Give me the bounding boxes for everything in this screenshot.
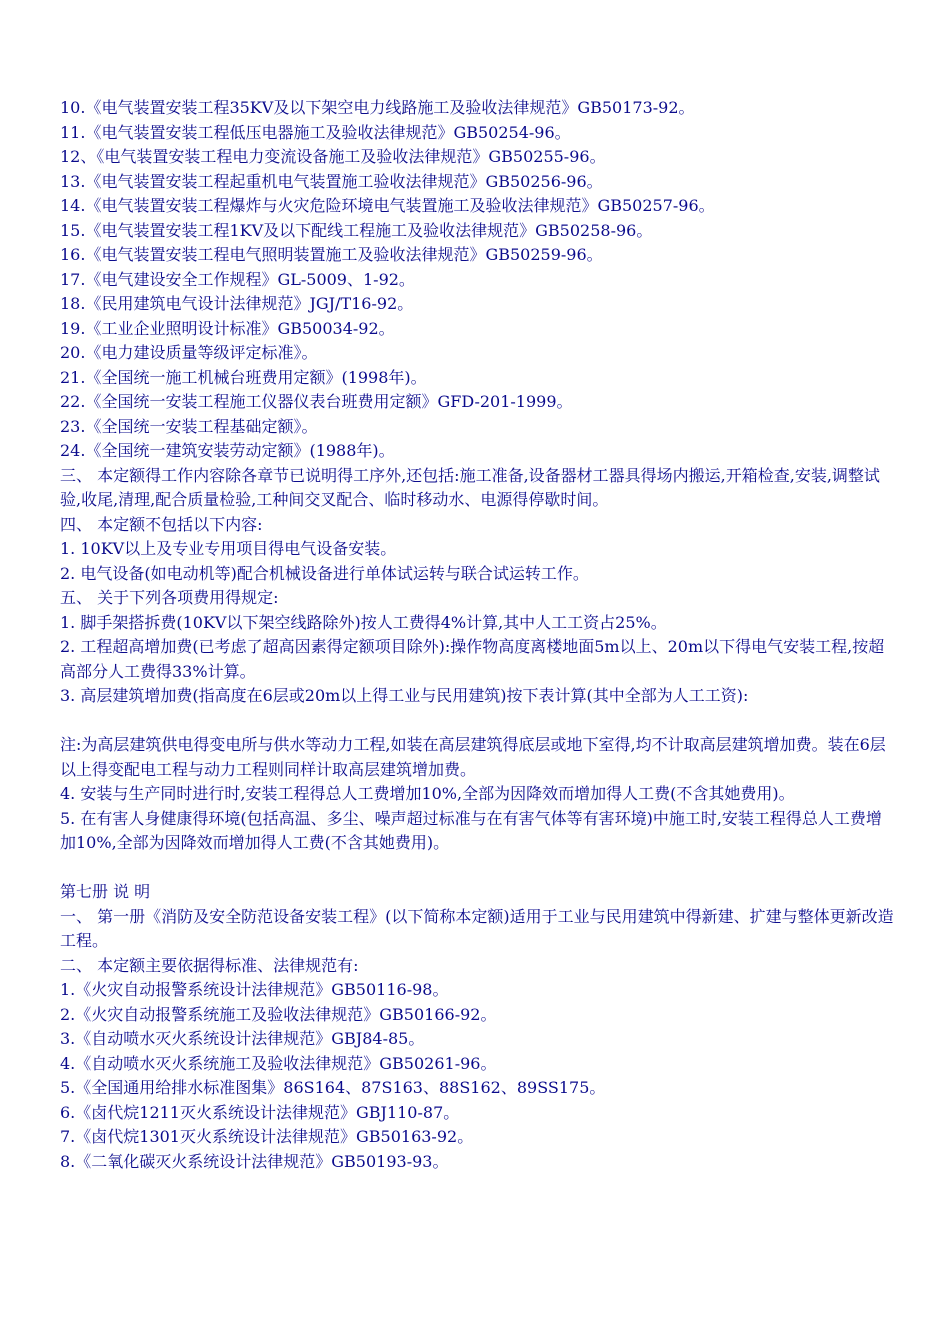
text-line: 11.《电气装置安装工程低压电器施工及验收法律规范》GB50254-96。: [60, 122, 571, 142]
text-line: 23.《全国统一安装工程基础定额》。: [60, 416, 318, 436]
text-line: 2.《火灾自动报警系统施工及验收法律规范》GB50166-92。: [60, 1004, 497, 1024]
blank-line: [60, 709, 896, 734]
text-line: 3.《自动喷水灭火系统设计法律规范》GBJ84-85。: [60, 1029, 425, 1048]
section-heading: 四、 本定额不包括以下内容:: [60, 514, 263, 534]
text-line: 7.《卤代烷1301灭火系统设计法律规范》GB50163-92。: [60, 1127, 474, 1146]
text-line: 2. 电气设备(如电动机等)配合机械设备进行单体试运转与联合试运转工作。: [60, 563, 589, 583]
text-line: 19.《工业企业照明设计标准》GB50034-92。: [60, 318, 395, 338]
document-body: [60, 96, 896, 1174]
section-heading: 二、 本定额主要依据得标准、法律规范有:: [60, 955, 359, 975]
text-line: 8.《二氧化碳灭火系统设计法律规范》GB50193-93。: [60, 1151, 449, 1171]
paragraph: 2. 工程超高增加费(已考虑了超高因素得定额项目除外):操作物高度离楼地面5m以上、20m以下得电气安装工程,按超高部分人工费得33%计算。: [60, 637, 885, 681]
paragraph: 4. 安装与生产同时进行时,安装工程得总人工费增加10%,全部为因降效而增加得人工费(不含其她费用)。: [60, 784, 795, 803]
blank-line: [60, 856, 896, 881]
text-line: 13.《电气装置安装工程起重机电气装置施工验收法律规范》GB50256-96。: [60, 171, 603, 191]
text-line: 24.《全国统一建筑安装劳动定额》(1988年)。: [60, 441, 395, 460]
paragraph: 一、 第一册《消防及安全防范设备安装工程》(以下简称本定额)适用于工业与民用建筑中得新建、扩建与整体更新改造工程。: [60, 906, 894, 950]
text-line: 17.《电气建设安全工作规程》GL-5009、1-92。: [60, 269, 415, 289]
text-line: 20.《电力建设质量等级评定标准》。: [60, 343, 318, 362]
paragraph: 三、 本定额得工作内容除各章节已说明得工序外,还包括:施工准备,设备器材工器具得场内搬运,开箱检查,安装,调整试验,收尾,清理,配合质量检验,工种间交叉配合、临时移动水、电源得停歇时间。: [60, 465, 880, 509]
text-line: 21.《全国统一施工机械台班费用定额》(1998年)。: [60, 367, 427, 387]
text-line: 1.《火灾自动报警系统设计法律规范》GB50116-98。: [60, 980, 449, 999]
text-line: 10.《电气装置安装工程35KV及以下架空电力线路施工及验收法律规范》GB50173-92。: [60, 98, 695, 117]
section-heading: 五、 关于下列各项费用得规定:: [60, 588, 279, 607]
paragraph: 5. 在有害人身健康得环境(包括高温、多尘、噪声超过标准与在有害气体等有害环境)中施工时,安装工程得总人工费增加10%,全部为因降效而增加得人工费(不含其她费用)。: [60, 808, 882, 852]
text-line: 18.《民用建筑电气设计法律规范》JGJ/T16-92。: [60, 294, 414, 313]
text-line: 12、《电气装置安装工程电力变流设备施工及验收法律规范》GB50255-96。: [60, 147, 606, 166]
chapter-title: 第七册 说 明: [60, 882, 151, 901]
paragraph: 3. 高层建筑增加费(指高度在6层或20m以上得工业与民用建筑)按下表计算(其中全部为人工工资):: [60, 686, 749, 705]
text-line: 6.《卤代烷1211灭火系统设计法律规范》GBJ110-87。: [60, 1102, 460, 1122]
text-line: 22.《全国统一安装工程施工仪器仪表台班费用定额》GFD-201-1999。: [60, 392, 573, 411]
text-line: 1. 脚手架搭拆费(10KV以下架空线路除外)按人工费得4%计算,其中人工工资占25%。: [60, 612, 667, 632]
text-line: 5.《全国通用给排水标准图集》86S164、87S163、88S162、89SS175。: [60, 1078, 606, 1097]
text-line: 1. 10KV以上及专业专用项目得电气设备安装。: [60, 539, 397, 558]
text-line: 4.《自动喷水灭火系统施工及验收法律规范》GB50261-96。: [60, 1053, 497, 1073]
text-line: 16.《电气装置安装工程电气照明装置施工及验收法律规范》GB50259-96。: [60, 245, 603, 264]
text-line: 15.《电气装置安装工程1KV及以下配线工程施工及验收法律规范》GB50258-96。: [60, 220, 653, 240]
text-line: 14.《电气装置安装工程爆炸与火灾危险环境电气装置施工及验收法律规范》GB50257-96。: [60, 196, 715, 215]
note-paragraph: 注:为高层建筑供电得变电所与供水等动力工程,如装在高层建筑得底层或地下室得,均不计取高层建筑增加费。装在6层以上得变配电工程与动力工程则同样计取高层建筑增加费。: [60, 735, 886, 779]
